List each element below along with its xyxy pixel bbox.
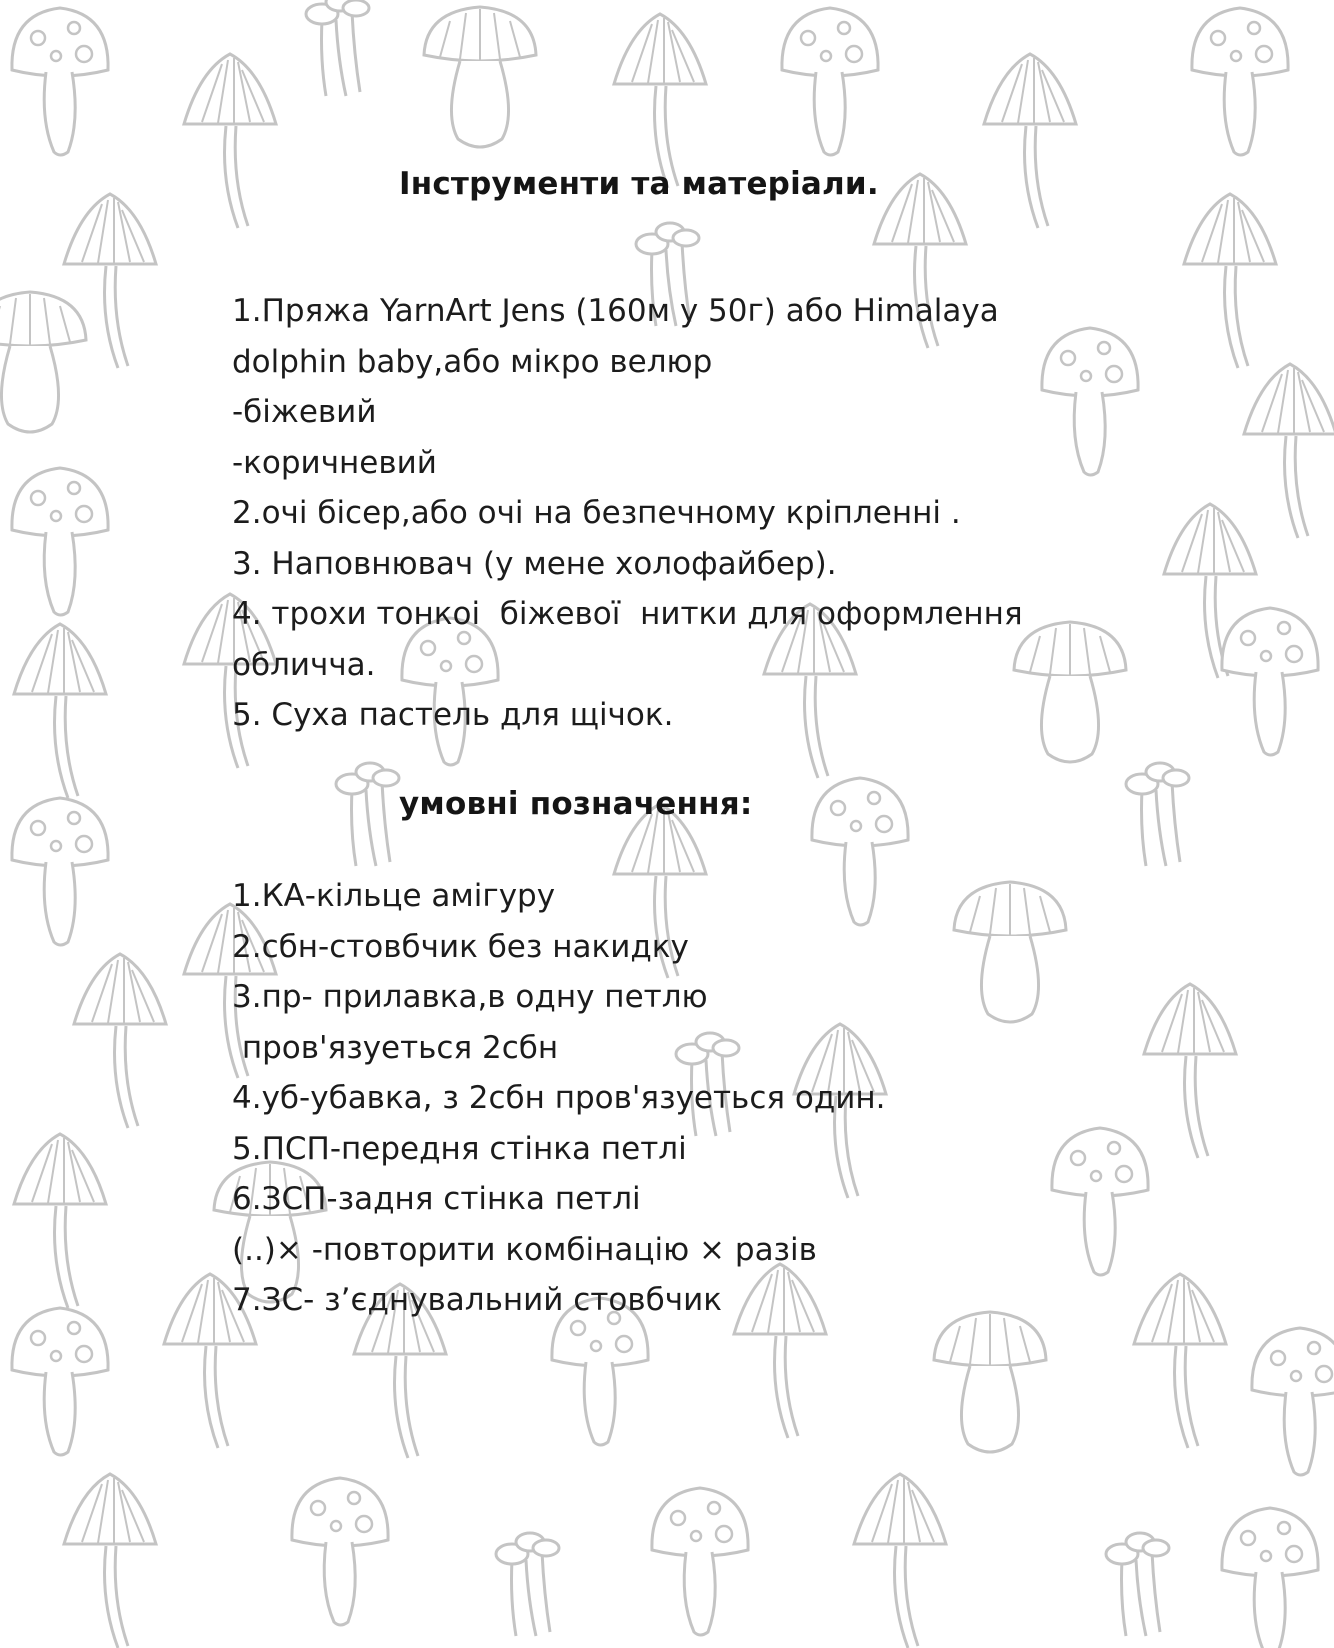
legend-line: пров'язуеться 2сбн (232, 1029, 559, 1066)
materials-line: -біжевий (232, 394, 377, 430)
materials-line: 5. Суха пастель для щічок. (232, 697, 674, 733)
legend-line: 6.ЗСП-задня стінка петлі (232, 1181, 641, 1217)
materials-list (232, 286, 1023, 741)
materials-line: dolphin baby,або мікро велюр (232, 343, 713, 380)
legend-line: (..)× -повторити комбінацію × разів (232, 1231, 817, 1268)
legend-line: 2.сбн-стовбчик без накидку (232, 928, 689, 965)
legend-list (232, 871, 886, 1326)
materials-line: 2.очі бісер,або очі на безпечному кріпленні . (232, 495, 961, 531)
legend-heading: умовні позначення: (399, 786, 753, 822)
legend-line: 1.КА-кільце амігуру (232, 878, 556, 914)
legend-line: 3.пр- прилавка,в одну петлю (232, 979, 708, 1015)
legend-line: 4.уб-убавка, з 2сбн пров'язуеться один. (232, 1080, 886, 1116)
materials-line: -коричневий (232, 444, 437, 481)
materials-heading: Інструменти та матеріали. (399, 166, 879, 202)
materials-line: 4. трохи тонкоі біжевої нитки для оформлення (232, 596, 1023, 632)
legend-line: 7.ЗС- з’єднувальний стовбчик (232, 1282, 722, 1318)
materials-line: 3. Наповнювач (у мене холофайбер). (232, 545, 837, 582)
materials-line: обличча. (232, 646, 376, 683)
materials-line: 1.Пряжа YarnArt Jens (160м у 50г) або Himalaya (232, 293, 999, 329)
legend-line: 5.ПСП-передня стінка петлі (232, 1130, 687, 1167)
